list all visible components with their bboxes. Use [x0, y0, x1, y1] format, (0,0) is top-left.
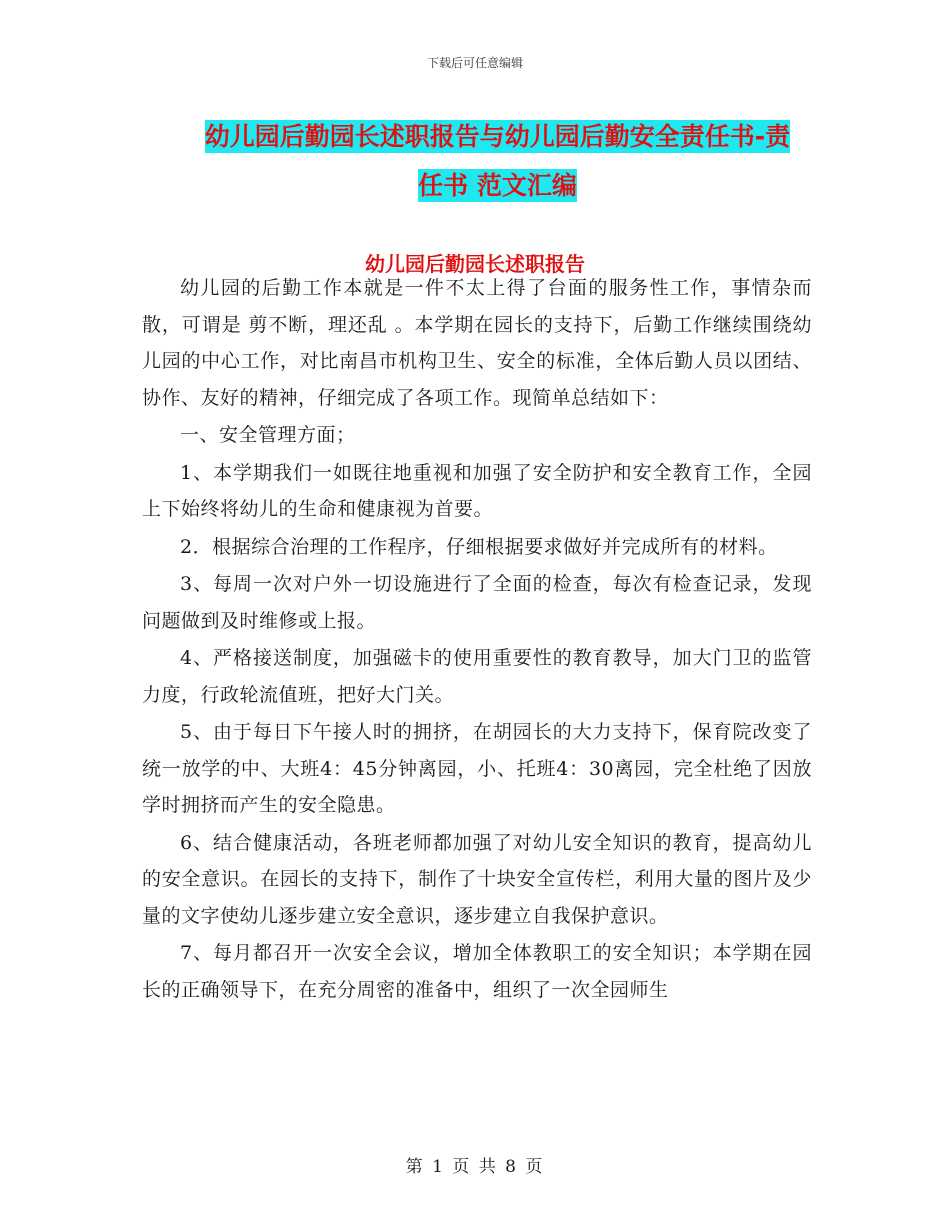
paragraph: 幼儿园的后勤工作本就是一件不太上得了台面的服务性工作，事情杂而散，可谓是 剪不断，理还乱 。本学期在园长的支持下，后勤工作继续围绕幼儿园的中心工作，对比南昌市机构卫生、安全的标准，全体后勤人员以团结、协作、友好的精神，仔细完成了各项工作。现简单总结如下：: [142, 277, 812, 409]
paragraph: 3、每周一次对户外一切设施进行了全面的检查，每次有检查记录，发现问题做到及时维修或上报。: [142, 573, 812, 632]
page-footer: 第 1 页 共 8 页: [405, 1157, 545, 1177]
paragraph: 2．根据综合治理的工作程序，仔细根据要求做好并完成所有的材料。: [180, 535, 778, 558]
paragraph: 1、本学期我们一如既往地重视和加强了安全防护和安全教育工作，全园上下始终将幼儿的生命和健康视为首要。: [142, 461, 812, 520]
paragraph: 6、结合健康活动，各班老师都加强了对幼儿安全知识的教育，提高幼儿的安全意识。在园长的支持下，制作了十块安全宣传栏，利用大量的图片及少量的文字使幼儿逐步建立安全意识，逐步建立自我保护意识。: [142, 831, 812, 927]
paragraph: 7、每月都召开一次安全会议，增加全体教职工的安全知识；本学期在园长的正确领导下，在充分周密的准备中，组织了一次全园师生: [142, 942, 812, 1001]
paragraph: 4、严格接送制度，加强磁卡的使用重要性的教育教导，加大门卫的监管力度，行政轮流值班，把好大门关。: [142, 647, 812, 706]
title-line-2: 任书 范文汇编: [418, 171, 577, 200]
document-title: [185, 112, 810, 210]
paragraph: 一、安全管理方面；: [180, 424, 356, 446]
header-note: 下载后可任意编辑: [426, 56, 523, 70]
title-line-1: 幼儿园后勤园长述职报告与幼儿园后勤安全责任书-责: [204, 122, 791, 151]
body-text: [142, 270, 812, 1009]
section-title: 幼儿园后勤园长述职报告: [365, 252, 585, 276]
paragraph: 5、由于每日下午接人时的拥挤，在胡园长的大力支持下，保育院改变了统一放学的中、大班4：45分钟离园，小、托班4：30离园，完全杜绝了因放学时拥挤而产生的安全隐患。: [142, 721, 812, 816]
